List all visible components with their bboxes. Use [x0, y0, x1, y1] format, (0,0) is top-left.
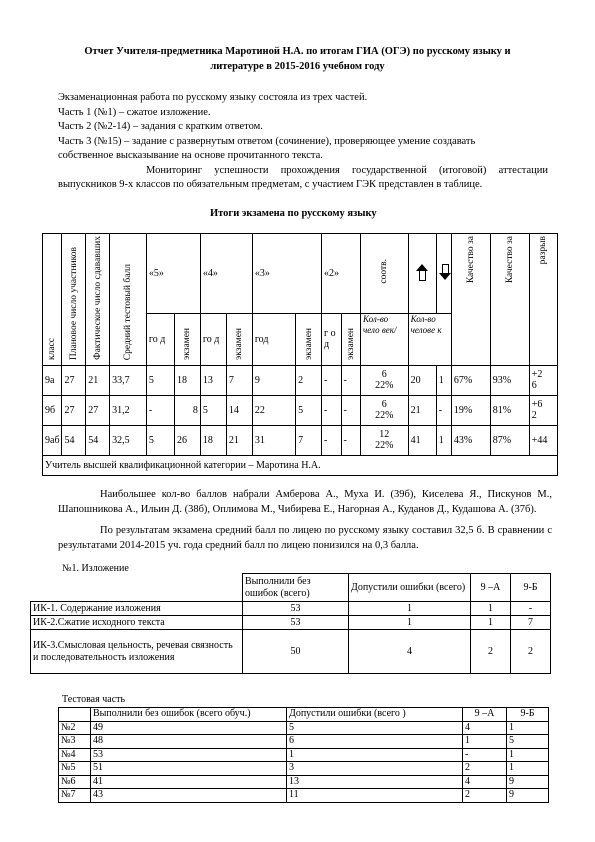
table-row: №4 53 1 - 1 — [59, 748, 549, 762]
header-grade-5: «5» — [146, 234, 200, 314]
summary-text: Наибольшее кол-во баллов набрали Амберова А., Муха И. (39б), Киселева Я., Пискунов М., Шапошникова А., Ильин Д. (38б), Оплимова М., Чибирева Е., Нагорная А., Куданов Д., Кудашова А. (37б). По результатам экзамена средний балл по лицею по русскому языку составил 32,5 б. В сравнении с результатами 2014-2015 уч. года средний балл по лицею понизился на 0,3 балла. — [58, 489, 552, 551]
sub-kolvo-1: Кол-во чело век/ — [360, 313, 408, 365]
arrow-up-icon — [408, 234, 436, 314]
results-title: Итоги экзамена по русскому языку — [210, 208, 377, 219]
results-table — [42, 233, 558, 476]
sub-exam-5: экзамен — [174, 313, 200, 365]
header-actual: Фактическое число сдававших — [86, 234, 110, 366]
arrow-down-icon — [436, 234, 451, 314]
header-grade-3: «3» — [252, 234, 321, 314]
table-row: №6 41 13 4 9 — [59, 775, 549, 789]
sub-exam-2: экзамен — [341, 313, 360, 365]
izlozhenie-caption: №1. Изложение — [62, 563, 129, 574]
sub-exam-4: экзамен — [226, 313, 252, 365]
sub-god-3: год — [252, 313, 295, 365]
table-row: ИК-1. Содержание изложения 53 1 1 - — [31, 602, 551, 616]
table-row: 9аб 54 54 32,5 5 26 18 21 31 7 - - 12 22% 41 1 43% 87% +44 — [43, 425, 558, 455]
table-row: №5 51 3 2 1 — [59, 762, 549, 776]
header-diff: разрыв — [529, 234, 557, 366]
header-quality-year: Качество за — [451, 234, 490, 366]
header-match: соотв. — [360, 234, 408, 314]
teacher-footer: Учитель высшей квалификационной категории – Маротина Н.А. — [43, 455, 558, 475]
table-row: №2 49 5 4 1 — [59, 721, 549, 735]
sub-exam-3: экзамен — [296, 313, 322, 365]
header-grade-2: «2» — [322, 234, 361, 314]
table-row: №7 43 11 2 9 — [59, 789, 549, 803]
header-grade-4: «4» — [200, 234, 252, 314]
table-row: 9б 27 27 31,2 - 8 5 14 22 5 - - 6 22% 21 - 19% 81% +6 2 — [43, 395, 558, 425]
sub-god-4: го д — [200, 313, 226, 365]
sub-kolvo-2: Кол-во челове к — [408, 313, 451, 365]
table-row: №3 48 6 1 5 — [59, 735, 549, 749]
test-caption: Тестовая часть — [62, 694, 126, 705]
header-avg: Средний тестовый балл — [110, 234, 147, 366]
table-row: ИК-3.Смысловая цельность, речевая связность и последовательность изложения 50 4 2 2 — [31, 630, 551, 674]
header-planned: Плановое число участников — [62, 234, 86, 366]
test-table: Выполнили без ошибок (всего обуч.) Допустили ошибки (всего ) 9 –А 9-Б №2 49 5 4 1 №3 48 6 1 5 №4 53 1 - 1 №5 51 3 2 1 №6 41 13 4 9 №7 43 11 2 9 — [58, 707, 549, 803]
table-row: ИК-2.Сжатие исходного текста 53 1 1 7 — [31, 616, 551, 630]
header-quality-exam: Качество за — [490, 234, 529, 366]
intro-text: Экзаменационная работа по русскому языку состояла из трех частей. Часть 1 (№1) – сжатое изложение. Часть 2 (№2-14) – задания с кратким ответом. Часть 3 (№15) – задание с развернутым ответом (сочинение), проверяющее умение создавать собственное высказывание на основе прочитанного текста. Мониторинг успешности прохождения государственной (итоговой) аттестации выпускников 9-х классов по обязательным предметам, с участием ГЭК представлен в таблице. — [58, 92, 548, 190]
header-class: класс — [43, 234, 62, 366]
report-title: Отчет Учителя-предметника Маротиной Н.А. по итогам ГИА (ОГЭ) по русскому языку и литературе в 2015-2016 учебном году — [84, 46, 511, 72]
table-row: 9а 27 21 33,7 5 18 13 7 9 2 - - 6 22% 20 1 67% 93% +2 6 — [43, 365, 558, 395]
sub-god-5: го д — [146, 313, 174, 365]
sub-god-2: г о д — [322, 313, 341, 365]
izlozhenie-table: Выполнили без ошибок (всего) Допустили ошибки (всего) 9 –А 9-Б ИК-1. Содержание изложения 53 1 1 - ИК-2.Сжатие исходного текста 53 1 1 7 ИК-3.Смысловая цельность, речевая связность и последовательность изложения 50 4 2 2 — [30, 573, 551, 674]
